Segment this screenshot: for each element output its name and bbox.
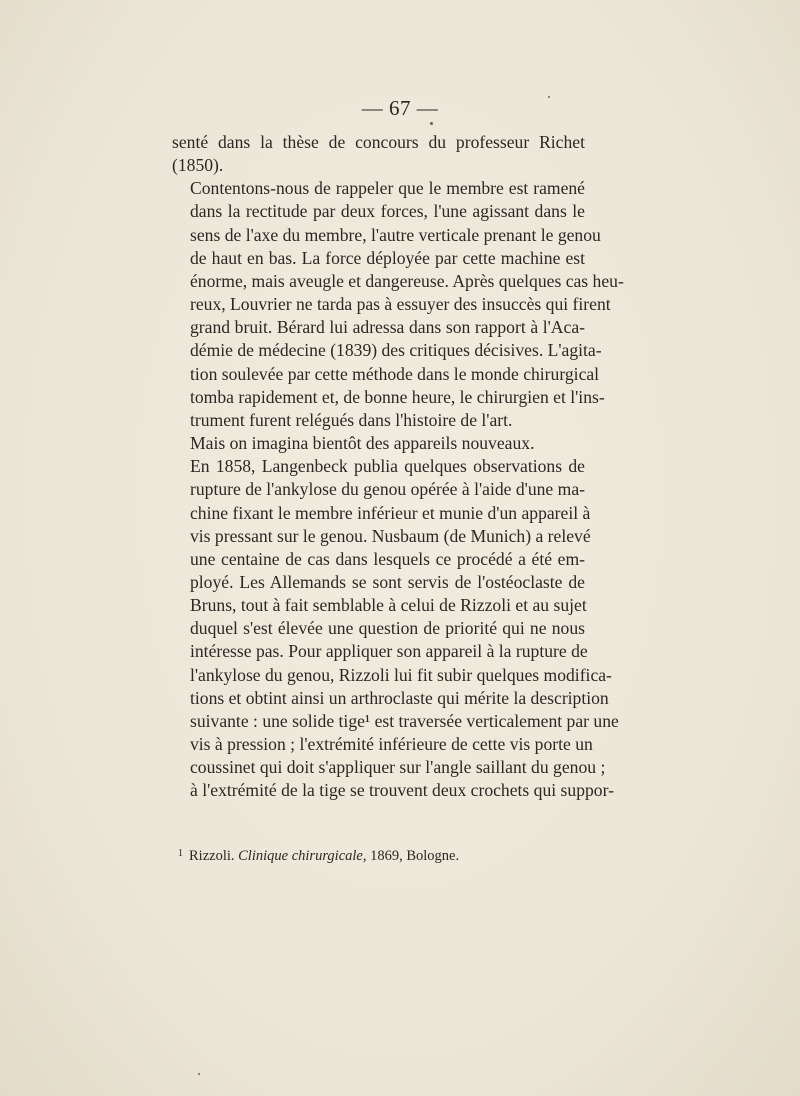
paragraph	[172, 131, 585, 177]
text-line: duquel s'est élevée une question de priorité qui ne nous	[190, 618, 585, 639]
text-line: tion soulevée par cette méthode dans le monde chirurgical	[190, 363, 600, 384]
footnote-marker: 1	[178, 848, 183, 859]
paper-speck	[548, 96, 550, 98]
text-line: tomba rapidement et, de bonne heure, le chirurgien et l'ins-	[190, 386, 605, 407]
body-text	[172, 131, 624, 803]
text-line: une centaine de cas dans lesquels ce procédé a été em-	[190, 548, 585, 569]
text-line: (1850).	[172, 155, 224, 176]
text-line: reux, Louvrier ne tarda pas à essuyer des insuccès qui firent	[190, 294, 611, 315]
text-line: l'ankylose du genou, Rizzoli lui fit subir quelques modifica-	[190, 664, 612, 685]
paragraph	[172, 455, 619, 802]
text-line: énorme, mais aveugle et dangereuse. Après quelques cas heu-	[190, 270, 624, 291]
page-number: — 67 —	[361, 96, 439, 120]
paragraph	[172, 177, 624, 432]
footnote-title: Clinique chirurgicale,	[238, 848, 367, 864]
text-line: sens de l'axe du membre, l'autre verticale prenant le genou	[190, 224, 601, 245]
text-line: Mais on imagina bientôt des appareils nouveaux.	[190, 433, 535, 454]
footnote-author: Rizzoli.	[189, 848, 235, 864]
text-line: de haut en bas. La force déployée par cette machine est	[190, 247, 585, 268]
text-line: rupture de l'ankylose du genou opérée à l'aide d'une ma-	[190, 479, 585, 500]
text-line: chine fixant le membre inférieur et munie d'un appareil à	[190, 502, 591, 523]
footnote	[178, 848, 598, 865]
text-line: à l'extrémité de la tige se trouvent deux crochets qui suppor-	[190, 780, 614, 801]
paper-speck	[198, 1073, 200, 1075]
text-line: ployé. Les Allemands se sont servis de l'ostéoclaste de	[190, 571, 585, 592]
text-line: intéresse pas. Pour appliquer son appareil à la rupture de	[190, 641, 588, 662]
text-line: senté dans la thèse de concours du professeur Richet	[172, 132, 585, 152]
text-line: démie de médecine (1839) des critiques décisives. L'agita-	[190, 340, 602, 361]
text-line: coussinet qui doit s'appliquer sur l'angle saillant du genou ;	[190, 757, 606, 778]
text-line: dans la rectitude par deux forces, l'une agissant dans le	[190, 201, 585, 222]
paper-speck	[430, 122, 433, 125]
footnote-details: 1869, Bologne.	[370, 848, 460, 864]
paragraph	[172, 432, 585, 455]
text-line: vis pressant sur le genou. Nusbaum (de Munich) a relevé	[190, 525, 591, 546]
text-line: Contentons-nous de rappeler que le membre est ramené	[190, 178, 585, 199]
text-line: grand bruit. Bérard lui adressa dans son rapport à l'Aca-	[190, 317, 585, 338]
text-line: suivante : une solide tige¹ est traversée verticalement par une	[190, 710, 619, 731]
text-line: Bruns, tout à fait semblable à celui de Rizzoli et au sujet	[190, 595, 587, 616]
text-line: tions et obtint ainsi un arthroclaste qui mérite la description	[190, 687, 609, 708]
text-line: vis à pression ; l'extrémité inférieure de cette vis porte un	[190, 734, 593, 755]
text-line: En 1858, Langenbeck publia quelques observations de	[190, 456, 585, 477]
text-line: trument furent relégués dans l'histoire de l'art.	[190, 409, 513, 430]
